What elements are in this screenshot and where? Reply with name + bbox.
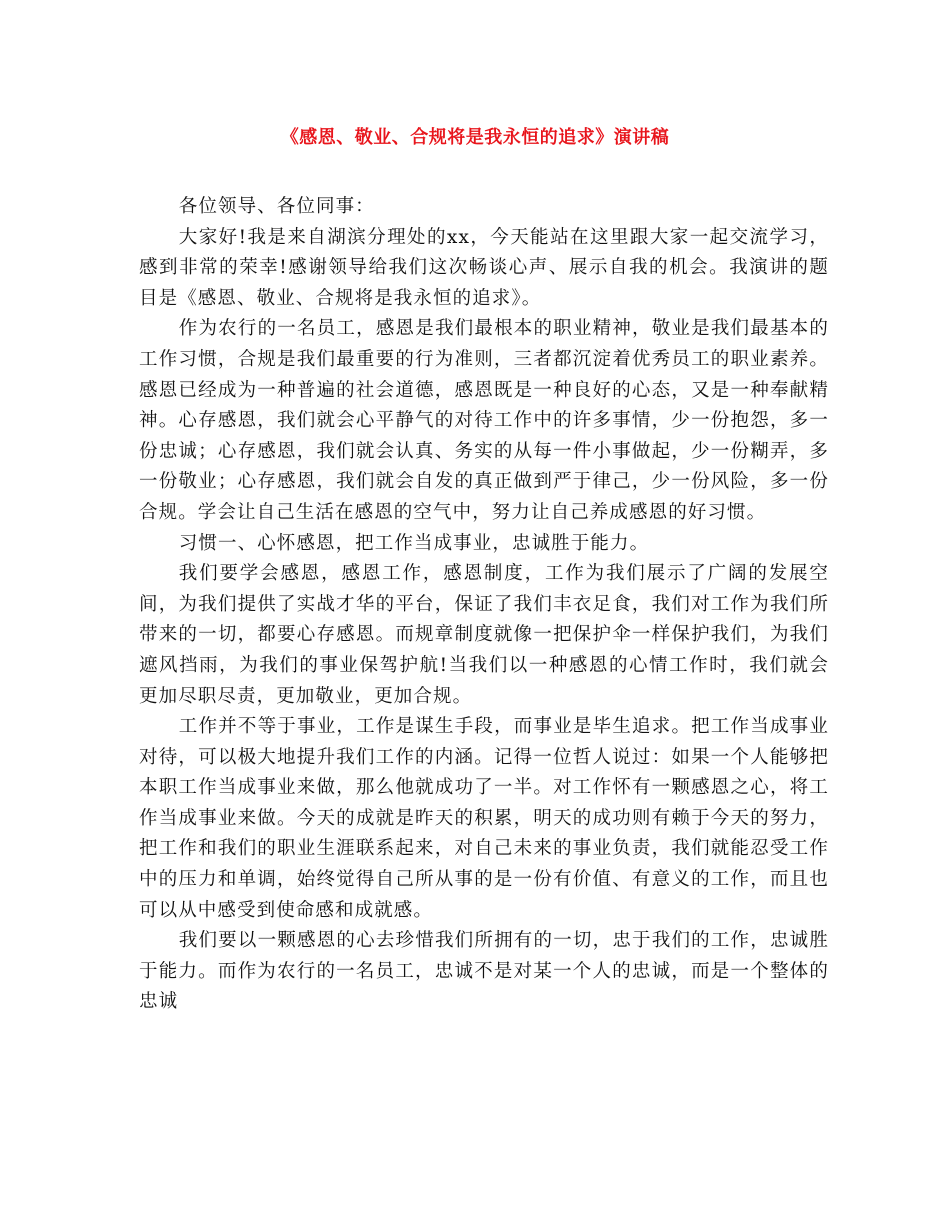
document-title: 《感恩、敬业、合规将是我永恒的追求》演讲稿 bbox=[280, 127, 670, 148]
paragraph-habit-one-heading: 习惯一、心怀感恩，把工作当成事业，忠诚胜于能力。 bbox=[178, 532, 650, 554]
paragraph-gratitude: 作为农行的一名员工，感恩是我们最根本的职业精神，敬业是我们最基本的工作习惯，合规是我们最重要的行为准则，三者都沉淀着优秀员工的职业素养。感恩已经成为一种普遍的社会道德，感恩既是一种良好的心态，又是一种奉献精神。心存感恩，我们就会心平静气的对待工作中的许多事情，少一份抱怨，多一份忠诚；心存感恩，我们就会认真、务实的从每一件小事做起，少一份糊弄，多一份敬业；心存感恩，我们就会自发的真正做到严于律己，少一份风险，多一份合规。学会让自己生活在感恩的空气中，努力让自己养成感恩的好习惯。 bbox=[139, 318, 829, 523]
paragraph-intro: 大家好!我是来自湖滨分理处的xx，今天能站在这里跟大家一起交流学习，感到非常的荣幸!感谢领导给我们这次畅谈心声、展示自我的机会。我演讲的题目是《感恩、敬业、合规将是我永恒的追求》。 bbox=[139, 226, 829, 309]
paragraph-work-as-career: 工作并不等于事业，工作是谋生手段，而事业是毕生追求。把工作当成事业对待，可以极大地提升我们工作的内涵。记得一位哲人说过：如果一个人能够把本职工作当成事业来做，那么他就成功了一半。对工作怀有一颗感恩之心，将工作当成事业来做。今天的成就是昨天的积累，明天的成功则有赖于今天的努力，把工作和我们的职业生涯联系起来，对自己未来的事业负责，我们就能忍受工作中的压力和单调，始终觉得自己所从事的是一份有价值、有意义的工作，而且也可以从中感受到使命感和成就感。 bbox=[139, 716, 829, 921]
paragraph-loyalty: 我们要以一颗感恩的心去珍惜我们所拥有的一切，忠于我们的工作，忠诚胜于能力。而作为农行的一名员工，忠诚不是对某一个人的忠诚，而是一个整体的忠诚 bbox=[139, 930, 829, 1013]
paragraph-learn-gratitude: 我们要学会感恩，感恩工作，感恩制度，工作为我们展示了广阔的发展空间，为我们提供了实战才华的平台，保证了我们丰衣足食，我们对工作为我们所带来的一切，都要心存感恩。而规章制度就像一把保护伞一样保护我们，为我们遮风挡雨，为我们的事业保驾护航!当我们以一种感恩的心情工作时，我们就会更加尽职尽责，更加敬业，更加合规。 bbox=[139, 563, 829, 707]
document-body bbox=[139, 192, 829, 1018]
paragraph-greeting: 各位领导、各位同事： bbox=[178, 196, 375, 217]
